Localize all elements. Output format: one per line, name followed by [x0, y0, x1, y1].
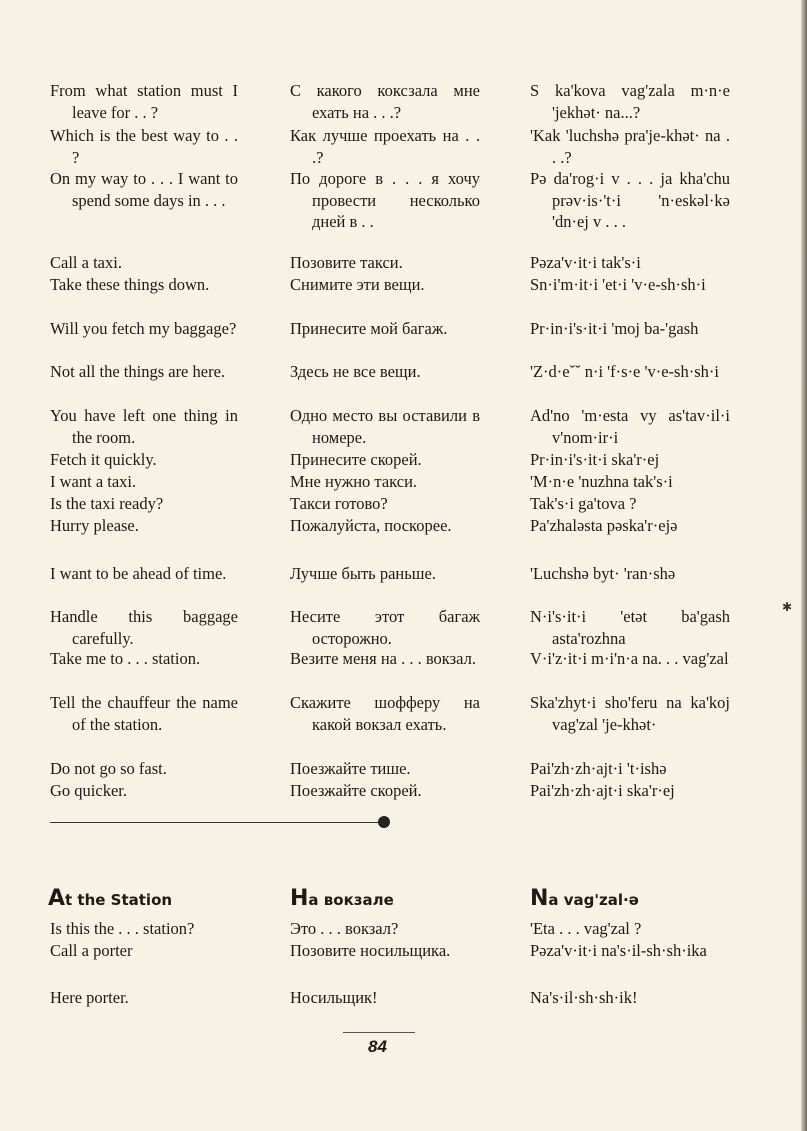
transliteration: 'M·n·e 'nuzhna tak's·i [530, 472, 673, 491]
english-phrase: Is the taxi ready? [50, 494, 164, 513]
page-number-rule [343, 1032, 415, 1033]
heading-initial: N [530, 886, 549, 911]
english-phrase: Which is the best way to . . ? [50, 126, 238, 167]
heading-text: a vag'zal·ə [548, 891, 639, 909]
russian-phrase: Позовите такси. [290, 253, 403, 272]
section-divider [50, 822, 385, 823]
heading-text: а вокзале [308, 891, 394, 909]
russian-phrase: Принесите скорей. [290, 450, 422, 469]
russian-phrase: Как лучше проехать на . . .? [290, 126, 480, 167]
section-heading-russian [290, 886, 394, 911]
english-phrase: Here porter. [50, 988, 129, 1007]
page-number: 84 [368, 1037, 387, 1056]
russian-phrase: Несите этот багаж осторожно. [290, 607, 480, 648]
english-phrase: Hurry please. [50, 516, 139, 535]
english-phrase: Fetch it quickly. [50, 450, 157, 469]
english-phrase: I want a taxi. [50, 472, 137, 491]
transliteration: S ka'kova vag'zala m·n·e 'jekhət· na...? [530, 81, 730, 122]
russian-phrase: Мне нужно такси. [290, 472, 418, 491]
transliteration: Pa'zhaləsta pəska'r·ejə [530, 516, 678, 535]
transliteration: Pə da'rog·i v . . . ja kha'chu prəv·is·'t·i 'n·eskəl·kə 'dn·ej v . . . [530, 169, 730, 231]
russian-phrase: Снимите эти вещи. [290, 275, 425, 294]
transliteration: Pai'zh·zh·ajt·i ska'r·ej [530, 781, 675, 800]
heading-text: t the Station [65, 891, 173, 909]
english-phrase: Call a taxi. [50, 253, 122, 272]
russian-phrase: Лучше быть раньше. [290, 564, 436, 583]
russian-phrase: Пожалуйста, поскорее. [290, 516, 452, 535]
transliteration: Pr·in·i's·it·i ska'r·ej [530, 450, 660, 469]
russian-phrase: Одно место вы оставили в номере. [290, 406, 480, 447]
section-heading-english [48, 886, 172, 911]
transliteration: Na's·il·sh·sh·ik! [530, 988, 638, 1007]
russian-phrase: Везите меня на . . . вокзал. [290, 649, 476, 668]
transliteration: Ad'no 'm·esta vy as'tav·il·i v'nom·ir·i [530, 406, 730, 447]
russian-phrase: Такси готово? [290, 494, 388, 513]
english-phrase: Do not go so fast. [50, 759, 167, 778]
russian-phrase: Носильщик! [290, 988, 378, 1007]
russian-phrase: По дороге в . . . я хочу провести несколько дней в . . [290, 169, 480, 231]
russian-phrase: Поезжайте тише. [290, 759, 411, 778]
english-phrase: Not all the things are here. [50, 362, 226, 381]
transliteration: Pəza'v·it·i na's·il-sh·sh·ika [530, 941, 707, 960]
english-phrase: I want to be ahead of time. [50, 564, 227, 583]
russian-phrase: С какого коксзала мне ехать на . . .? [290, 81, 480, 122]
section-heading-transliteration [530, 886, 639, 911]
transliteration: 'Kak 'luchshə pra'je-khət· na . . .? [530, 126, 730, 167]
russian-phrase: Это . . . вокзал? [290, 919, 399, 938]
english-phrase: Take these things down. [50, 275, 210, 294]
russian-phrase: Позовите носильщика. [290, 941, 451, 960]
english-phrase: Is this the . . . station? [50, 919, 195, 938]
margin-mark: ✱ [782, 600, 793, 614]
transliteration: 'Z·d·e˘˘ n·i 'f·s·e 'v·e-sh·sh·i [530, 362, 719, 381]
divider-dot [378, 816, 390, 828]
english-phrase: Call a porter [50, 941, 133, 960]
transliteration: V·i'z·it·i m·i'n·a na. . . vag'zal [530, 649, 729, 668]
transliteration: Pəza'v·it·i tak's·i [530, 253, 641, 272]
heading-initial: A [48, 886, 66, 911]
english-phrase: From what station must I leave for . . ? [50, 81, 238, 122]
transliteration: Pai'zh·zh·ajt·i 't·ishə [530, 759, 667, 778]
transliteration: 'Luchshə byt· 'ran·shə [530, 564, 676, 583]
english-phrase: Will you fetch my baggage? [50, 319, 237, 338]
transliteration: Pr·in·i's·it·i 'moj ba-'gash [530, 319, 699, 338]
russian-phrase: Скажите шофферу на какой вокзал ехать. [290, 693, 480, 734]
page-edge [801, 0, 807, 1131]
russian-phrase: Поезжайте скорей. [290, 781, 422, 800]
english-phrase: Tell the chauffeur the name of the station. [50, 693, 238, 734]
heading-initial: Н [290, 886, 309, 911]
transliteration: 'Eta . . . vag'zal ? [530, 919, 642, 938]
russian-phrase: Принесите мой багаж. [290, 319, 448, 338]
transliteration: Ska'zhyt·i sho'feru na ka'koj vag'zal 'je-khət· [530, 693, 730, 734]
english-phrase: Go quicker. [50, 781, 127, 800]
transliteration: Sn·i'm·it·i 'et·i 'v·e-sh·sh·i [530, 275, 706, 294]
english-phrase: On my way to . . . I want to spend some days in . . . [50, 169, 238, 210]
transliteration: Tak's·i ga'tova ? [530, 494, 637, 513]
transliteration: N·i's·it·i 'etət ba'gash asta'rozhna [530, 607, 730, 648]
english-phrase: You have left one thing in the room. [50, 406, 238, 447]
russian-phrase: Здесь не все вещи. [290, 362, 421, 381]
english-phrase: Handle this baggage carefully. [50, 607, 238, 648]
english-phrase: Take me to . . . station. [50, 649, 201, 668]
